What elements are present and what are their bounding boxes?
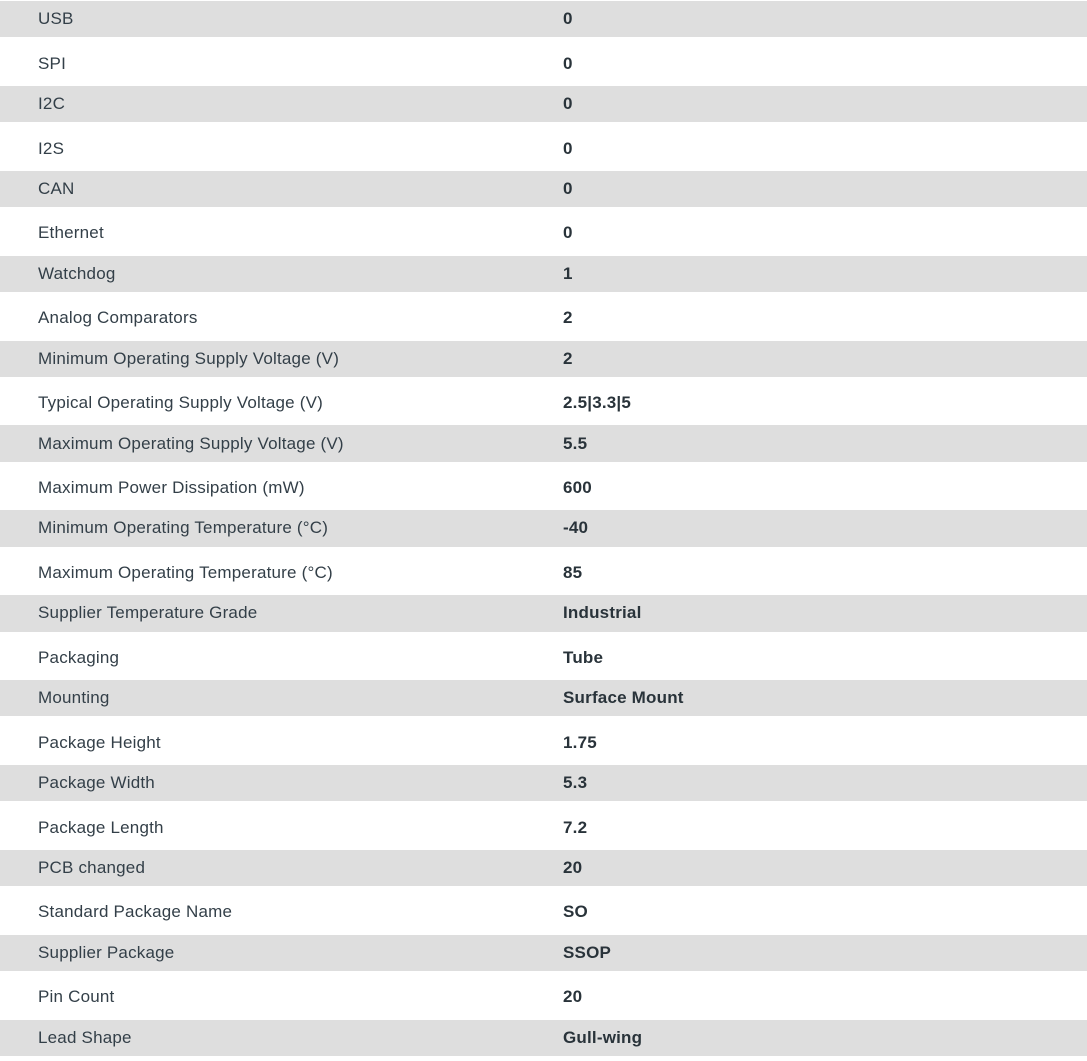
spec-attribute-value: 2: [563, 308, 573, 328]
spec-attribute-value: 5.5: [563, 433, 588, 453]
spec-attribute-label: USB: [38, 9, 74, 29]
spec-row: [0, 0, 1087, 42]
spec-attribute-value: Surface Mount: [563, 688, 684, 708]
spec-attribute-value: -40: [563, 518, 589, 538]
spec-row: [0, 849, 1087, 891]
spec-attribute-value: 1: [563, 263, 573, 283]
spec-attribute-value: 7.2: [563, 817, 588, 837]
spec-attribute-value: Gull-wing: [563, 1027, 643, 1047]
spec-row: [0, 679, 1087, 721]
spec-row: [0, 212, 1087, 254]
spec-attribute-label: Pin Count: [38, 987, 115, 1007]
spec-row: [0, 424, 1087, 466]
spec-row: [0, 467, 1087, 509]
spec-row: [0, 170, 1087, 212]
spec-row: [0, 255, 1087, 297]
spec-row: [0, 552, 1087, 594]
spec-attribute-value: 0: [563, 178, 573, 198]
spec-row: [0, 127, 1087, 169]
spec-attribute-label: Maximum Operating Supply Voltage (V): [38, 433, 344, 453]
spec-attribute-label: Package Length: [38, 817, 164, 837]
spec-attribute-label: Maximum Power Dissipation (mW): [38, 478, 305, 498]
spec-attribute-label: Supplier Temperature Grade: [38, 603, 258, 623]
spec-attribute-label: Mounting: [38, 688, 110, 708]
spec-row: [0, 42, 1087, 84]
spec-row: [0, 891, 1087, 933]
spec-row: [0, 976, 1087, 1018]
spec-attribute-label: I2S: [38, 138, 65, 158]
spec-row: [0, 721, 1087, 763]
spec-attribute-label: I2C: [38, 94, 66, 114]
spec-attribute-value: 5.3: [563, 773, 588, 793]
spec-attribute-value: 20: [563, 857, 583, 877]
spec-attribute-label: Standard Package Name: [38, 902, 233, 922]
spec-attribute-value: 0: [563, 138, 573, 158]
spec-row: [0, 509, 1087, 551]
spec-attribute-label: Package Width: [38, 773, 155, 793]
spec-row: [0, 806, 1087, 848]
spec-attribute-value: 600: [563, 478, 592, 498]
spec-attribute-label: Analog Comparators: [38, 308, 198, 328]
spec-attribute-value: 2: [563, 348, 573, 368]
spec-row: [0, 382, 1087, 424]
spec-attribute-value: SSOP: [563, 942, 612, 962]
spec-attribute-value: 85: [563, 562, 583, 582]
spec-attribute-label: SPI: [38, 53, 67, 73]
spec-attribute-label: Lead Shape: [38, 1027, 132, 1047]
spec-attribute-label: Typical Operating Supply Voltage (V): [38, 393, 324, 413]
spec-attribute-label: Minimum Operating Supply Voltage (V): [38, 348, 340, 368]
spec-row: [0, 85, 1087, 127]
spec-row: [0, 340, 1087, 382]
spec-row: [0, 934, 1087, 976]
spec-attribute-value: 0: [563, 223, 573, 243]
spec-attribute-value: 2.5|3.3|5: [563, 393, 632, 413]
spec-attribute-value: SO: [563, 902, 588, 922]
spec-attribute-label: Supplier Package: [38, 942, 175, 962]
spec-attribute-label: PCB changed: [38, 857, 146, 877]
spec-attribute-label: Watchdog: [38, 263, 116, 283]
spec-attribute-label: CAN: [38, 178, 75, 198]
spec-attribute-value: 20: [563, 987, 583, 1007]
spec-attribute-value: 0: [563, 53, 573, 73]
spec-row: [0, 764, 1087, 806]
spec-attribute-value: Industrial: [563, 603, 642, 623]
spec-row: [0, 1019, 1087, 1061]
spec-attribute-label: Package Height: [38, 732, 161, 752]
spec-row: [0, 594, 1087, 636]
spec-attribute-label: Minimum Operating Temperature (°C): [38, 518, 329, 538]
spec-attribute-label: Ethernet: [38, 223, 104, 243]
spec-attribute-value: Tube: [563, 647, 604, 667]
spec-row: [0, 637, 1087, 679]
spec-attribute-value: 1.75: [563, 732, 597, 752]
spec-attribute-label: Packaging: [38, 647, 120, 667]
spec-attribute-value: 0: [563, 94, 573, 114]
spec-attribute-label: Maximum Operating Temperature (°C): [38, 562, 333, 582]
spec-attribute-value: 0: [563, 9, 573, 29]
spec-row: [0, 297, 1087, 339]
